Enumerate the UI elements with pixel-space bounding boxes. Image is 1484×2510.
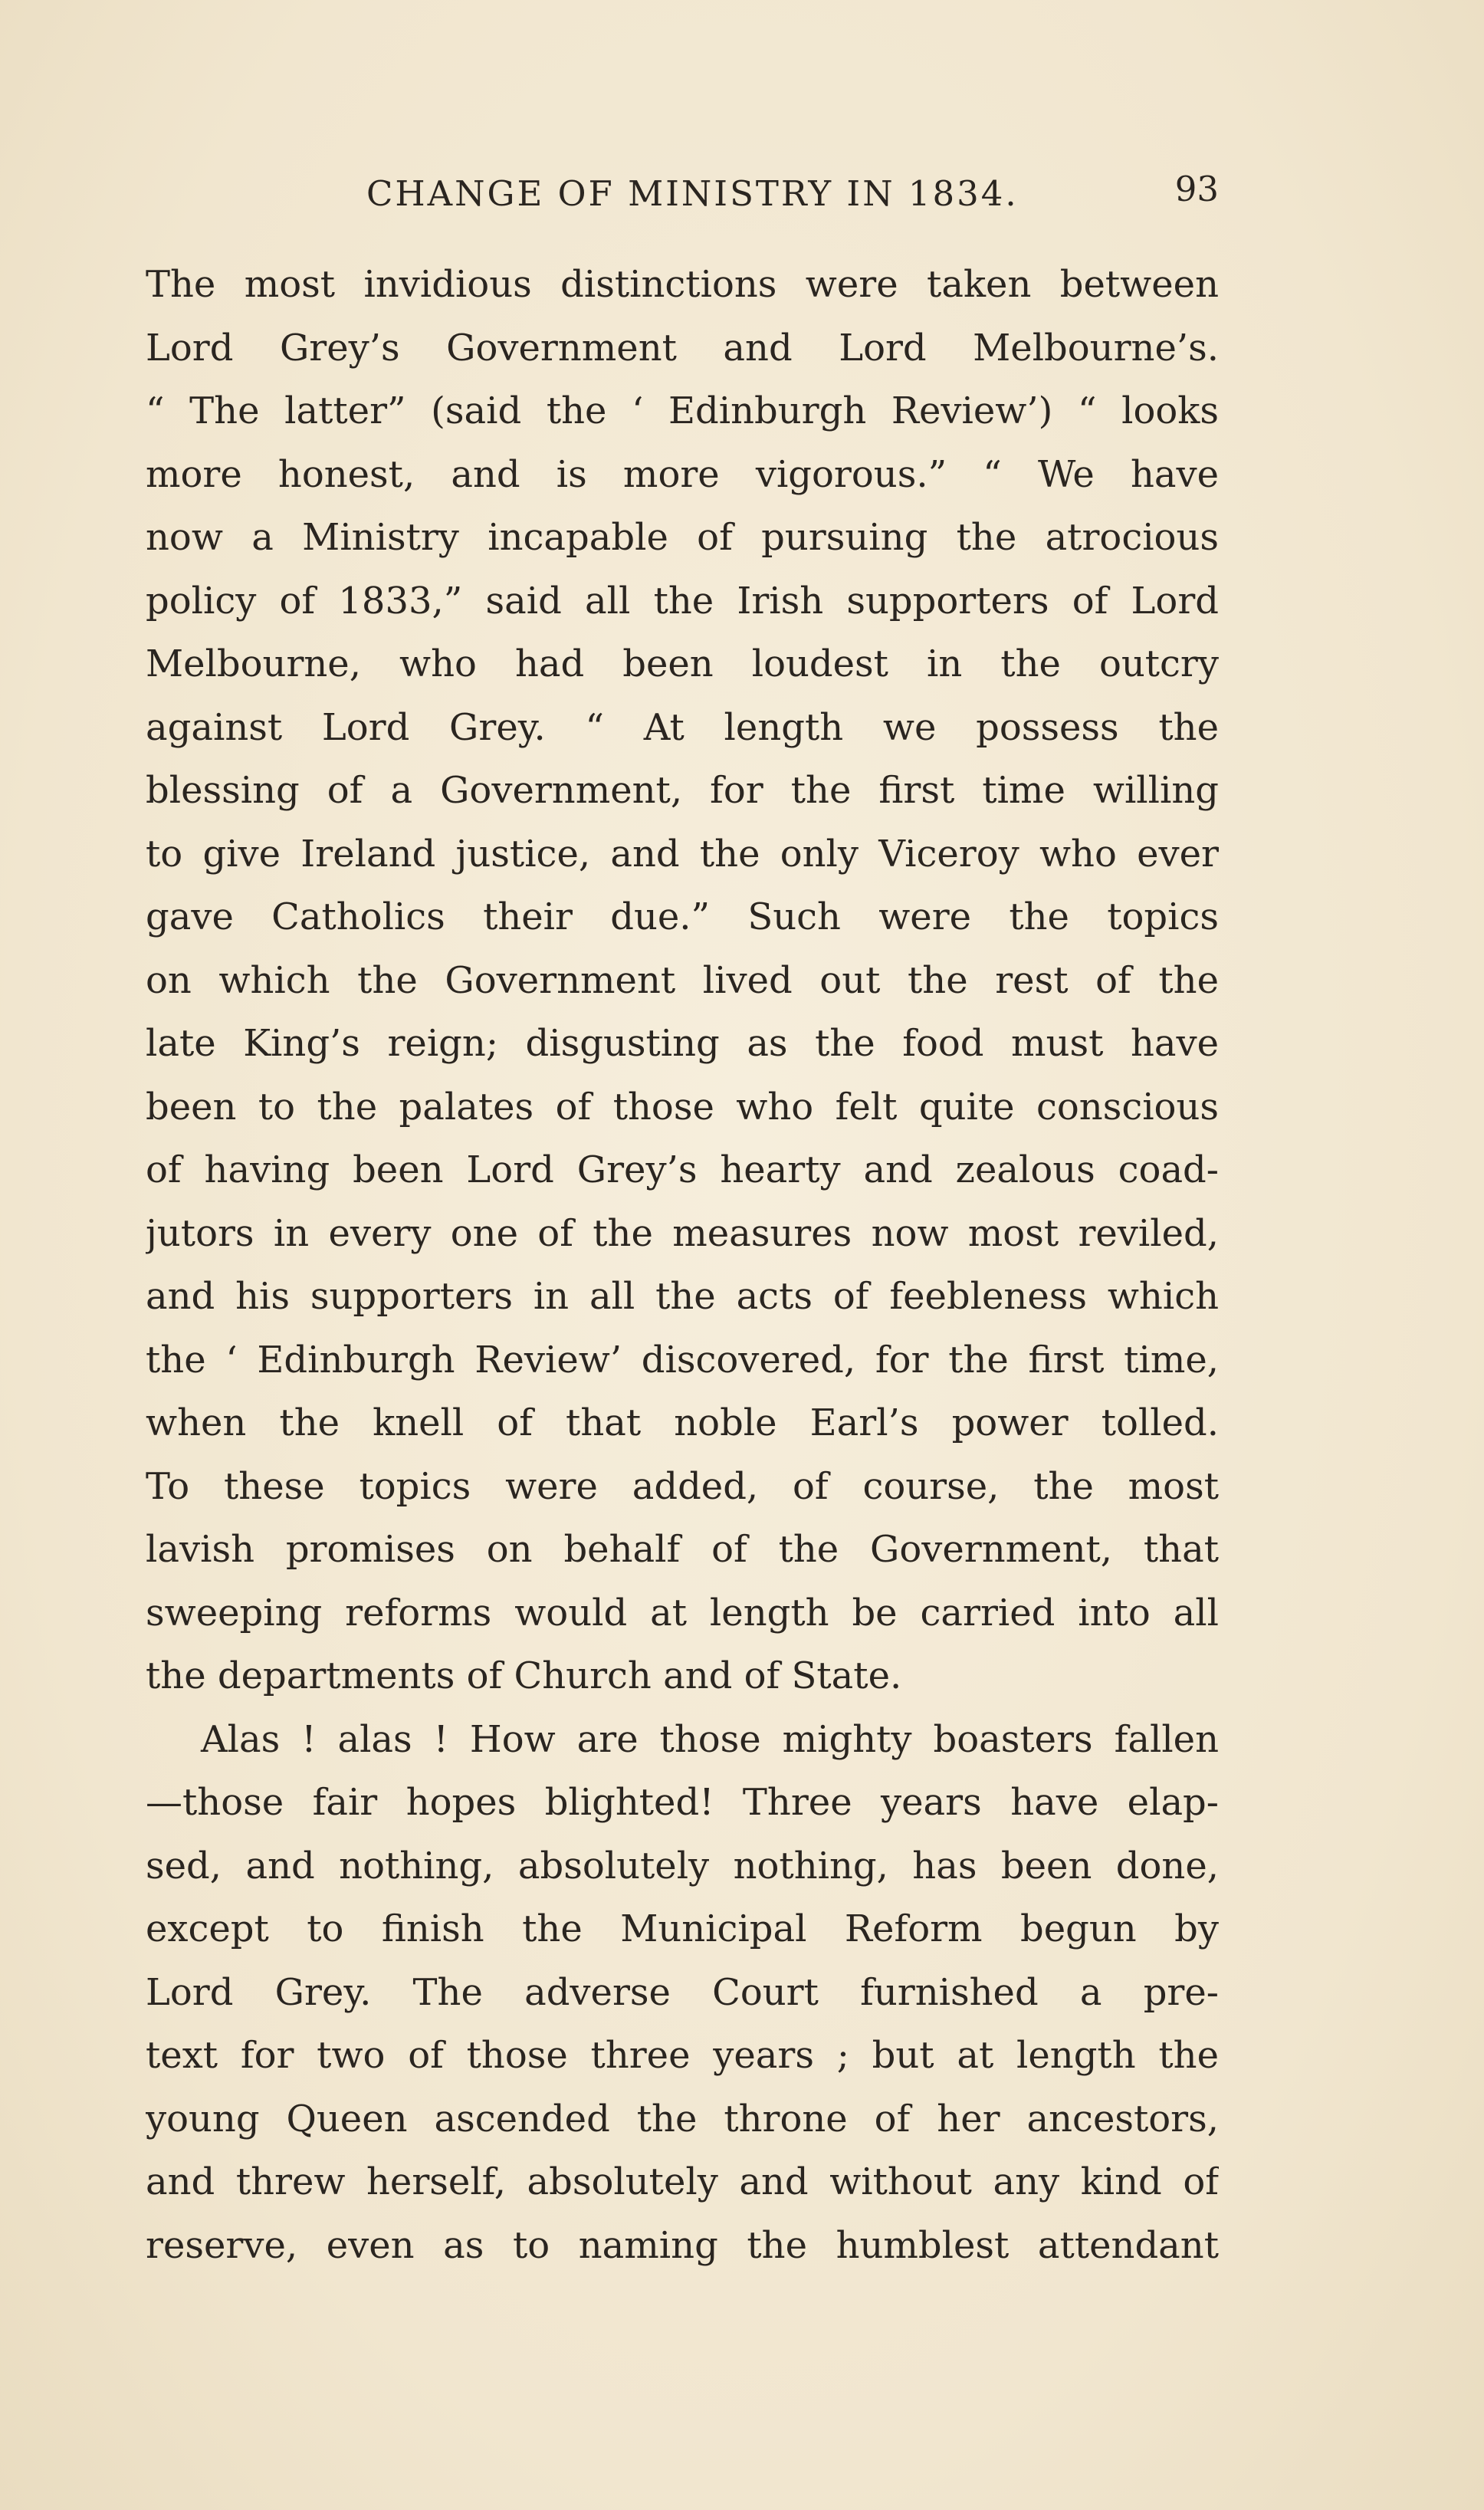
text-line: sed, and nothing, absolutely nothing, has been done,: [146, 1844, 1219, 1887]
text-line: lavish promises on behalf of the Government, that: [146, 1528, 1219, 1571]
text-line: late King’s reign; disgusting as the food must have: [146, 1022, 1219, 1065]
text-line: Melbourne, who had been loudest in the outcry: [146, 642, 1219, 685]
text-line: of having been Lord Grey’s hearty and zealous coad-: [146, 1148, 1219, 1191]
text-line: on which the Government lived out the rest of the: [146, 958, 1219, 1002]
running-head: CHANGE OF MINISTRY IN 1834.: [366, 173, 1019, 214]
text-line: been to the palates of those who felt quite conscious: [146, 1085, 1219, 1129]
text-line: and his supporters in all the acts of feebleness which: [146, 1275, 1219, 1318]
text-line: now a Ministry incapable of pursuing the atrocious: [146, 516, 1219, 559]
text-line: blessing of a Government, for the first time willing: [146, 769, 1219, 812]
text-line: Lord Grey’s Government and Lord Melbourne’s.: [146, 326, 1219, 370]
text-line: when the knell of that noble Earl’s power tolled.: [146, 1401, 1219, 1444]
paragraph-start-line: Alas ! alas ! How are those mighty boasters fallen: [201, 1717, 1219, 1761]
text-line: —those fair hopes blighted! Three years have elap-: [146, 1781, 1219, 1824]
body-text: [146, 253, 1219, 2277]
text-line: The most invidious distinctions were taken between: [146, 263, 1219, 306]
text-line: gave Catholics their due.” Such were the topics: [146, 895, 1219, 938]
page-header: [146, 167, 1219, 228]
text-line: “ The latter” (said the ‘ Edinburgh Review’) “ looks: [146, 389, 1219, 432]
text-line: sweeping reforms would at length be carried into all: [146, 1591, 1219, 1634]
page-number: 93: [1174, 169, 1219, 209]
text-line: Lord Grey. The adverse Court furnished a pre-: [146, 1970, 1219, 2014]
text-line: jutors in every one of the measures now most reviled,: [146, 1211, 1219, 1255]
text-line: reserve, even as to naming the humblest attendant: [146, 2223, 1219, 2267]
text-line: policy of 1833,” said all the Irish supporters of Lord: [146, 579, 1219, 623]
text-line: To these topics were added, of course, the most: [146, 1464, 1219, 1508]
text-line: except to finish the Municipal Reform begun by: [146, 1907, 1219, 1950]
text-line: text for two of those three years ; but at length the: [146, 2034, 1219, 2077]
text-line: against Lord Grey. “ At length we possess the: [146, 705, 1219, 749]
paragraph-end-line: the departments of Church and of State.: [146, 1654, 902, 1697]
text-line: and threw herself, absolutely and without any kind of: [146, 2160, 1219, 2203]
text-line: more honest, and is more vigorous.” “ We have: [146, 452, 1219, 496]
text-line: the ‘ Edinburgh Review’ discovered, for the first time,: [146, 1338, 1219, 1381]
text-line: young Queen ascended the throne of her ancestors,: [146, 2097, 1219, 2140]
text-line: to give Ireland justice, and the only Viceroy who ever: [146, 832, 1219, 876]
